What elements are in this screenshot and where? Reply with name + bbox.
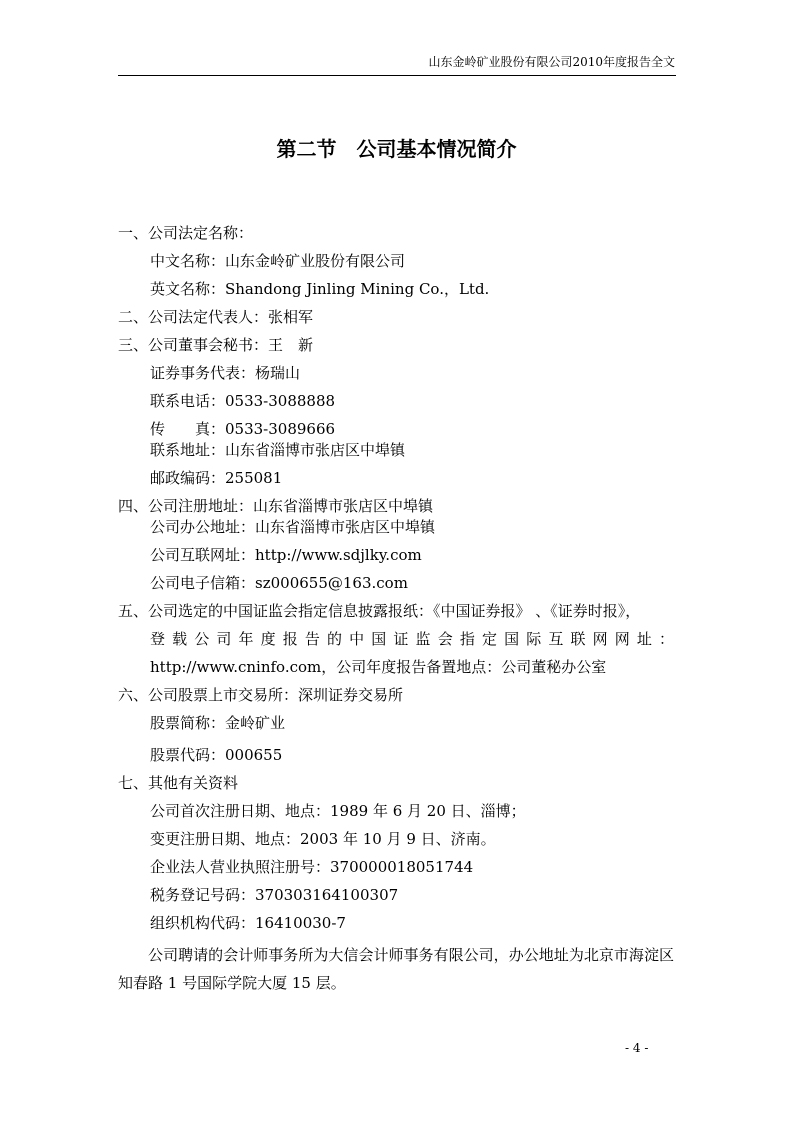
website: 公司互联网址：http://www.sdjlky.com	[150, 546, 422, 564]
fax: 传 真：0533-3089666	[150, 420, 336, 438]
securities-rep: 证券事务代表：杨瑞山	[150, 364, 301, 382]
first-registration: 公司首次注册日期、地点：1989 年 6 月 20 日、淄博；	[150, 802, 526, 820]
contact-address: 联系地址：山东省淄博市张店区中埠镇	[150, 441, 406, 459]
business-license: 企业法人营业执照注册号：370000018051744	[150, 858, 474, 876]
item-6-exchange: 六、公司股票上市交易所：深圳证券交易所	[118, 686, 404, 704]
auditor-paragraph: 公司聘请的会计师事务所为大信会计师事务有限公司，办公地址为北京市海淀区知春路 1 号国际学院大厦 15 层。	[118, 946, 674, 992]
page-header: 山东金岭矿业股份有限公司2010年度报告全文	[428, 55, 675, 69]
header-rule	[118, 75, 676, 76]
english-name: 英文名称：Shandong Jinling Mining Co.，Ltd.	[150, 280, 490, 298]
contact-phone: 联系电话：0533-3088888	[150, 392, 336, 410]
email: 公司电子信箱：sz000655@163.com	[150, 574, 408, 592]
stock-name: 股票简称：金岭矿业	[150, 714, 286, 732]
website-label: 登载公司年度报告的中国证监会指定国际互联网网址：	[150, 630, 674, 648]
postal-code: 邮政编码：255081	[150, 469, 283, 487]
cninfo-line: http://www.cninfo.com，公司年度报告备置地点：公司董秘办公室	[150, 658, 607, 676]
item-2-legal-rep: 二、公司法定代表人：张相军	[118, 308, 314, 326]
chinese-name: 中文名称：山东金岭矿业股份有限公司	[150, 252, 406, 270]
changed-registration: 变更注册日期、地点：2003 年 10 月 9 日、济南。	[150, 830, 496, 848]
tax-registration: 税务登记号码：370303164100307	[150, 886, 399, 904]
item-3-secretary: 三、公司董事会秘书：王 新	[118, 336, 314, 354]
office-address: 公司办公地址：山东省淄博市张店区中埠镇	[150, 518, 436, 536]
item-5-newspapers: 五、公司选定的中国证监会指定信息披露报纸：《中国证券报》 、《证券时报》，	[118, 602, 641, 620]
item-7-heading: 七、其他有关资料	[118, 774, 239, 792]
section-title: 第二节 公司基本情况简介	[276, 137, 517, 161]
item-4-reg-address: 四、公司注册地址：山东省淄博市张店区中埠镇	[118, 497, 434, 515]
item-1-heading: 一、公司法定名称：	[118, 224, 254, 242]
stock-code: 股票代码：000655	[150, 746, 283, 764]
org-code: 组织机构代码：16410030-7	[150, 914, 346, 932]
page-number: - 4 -	[625, 1041, 649, 1055]
